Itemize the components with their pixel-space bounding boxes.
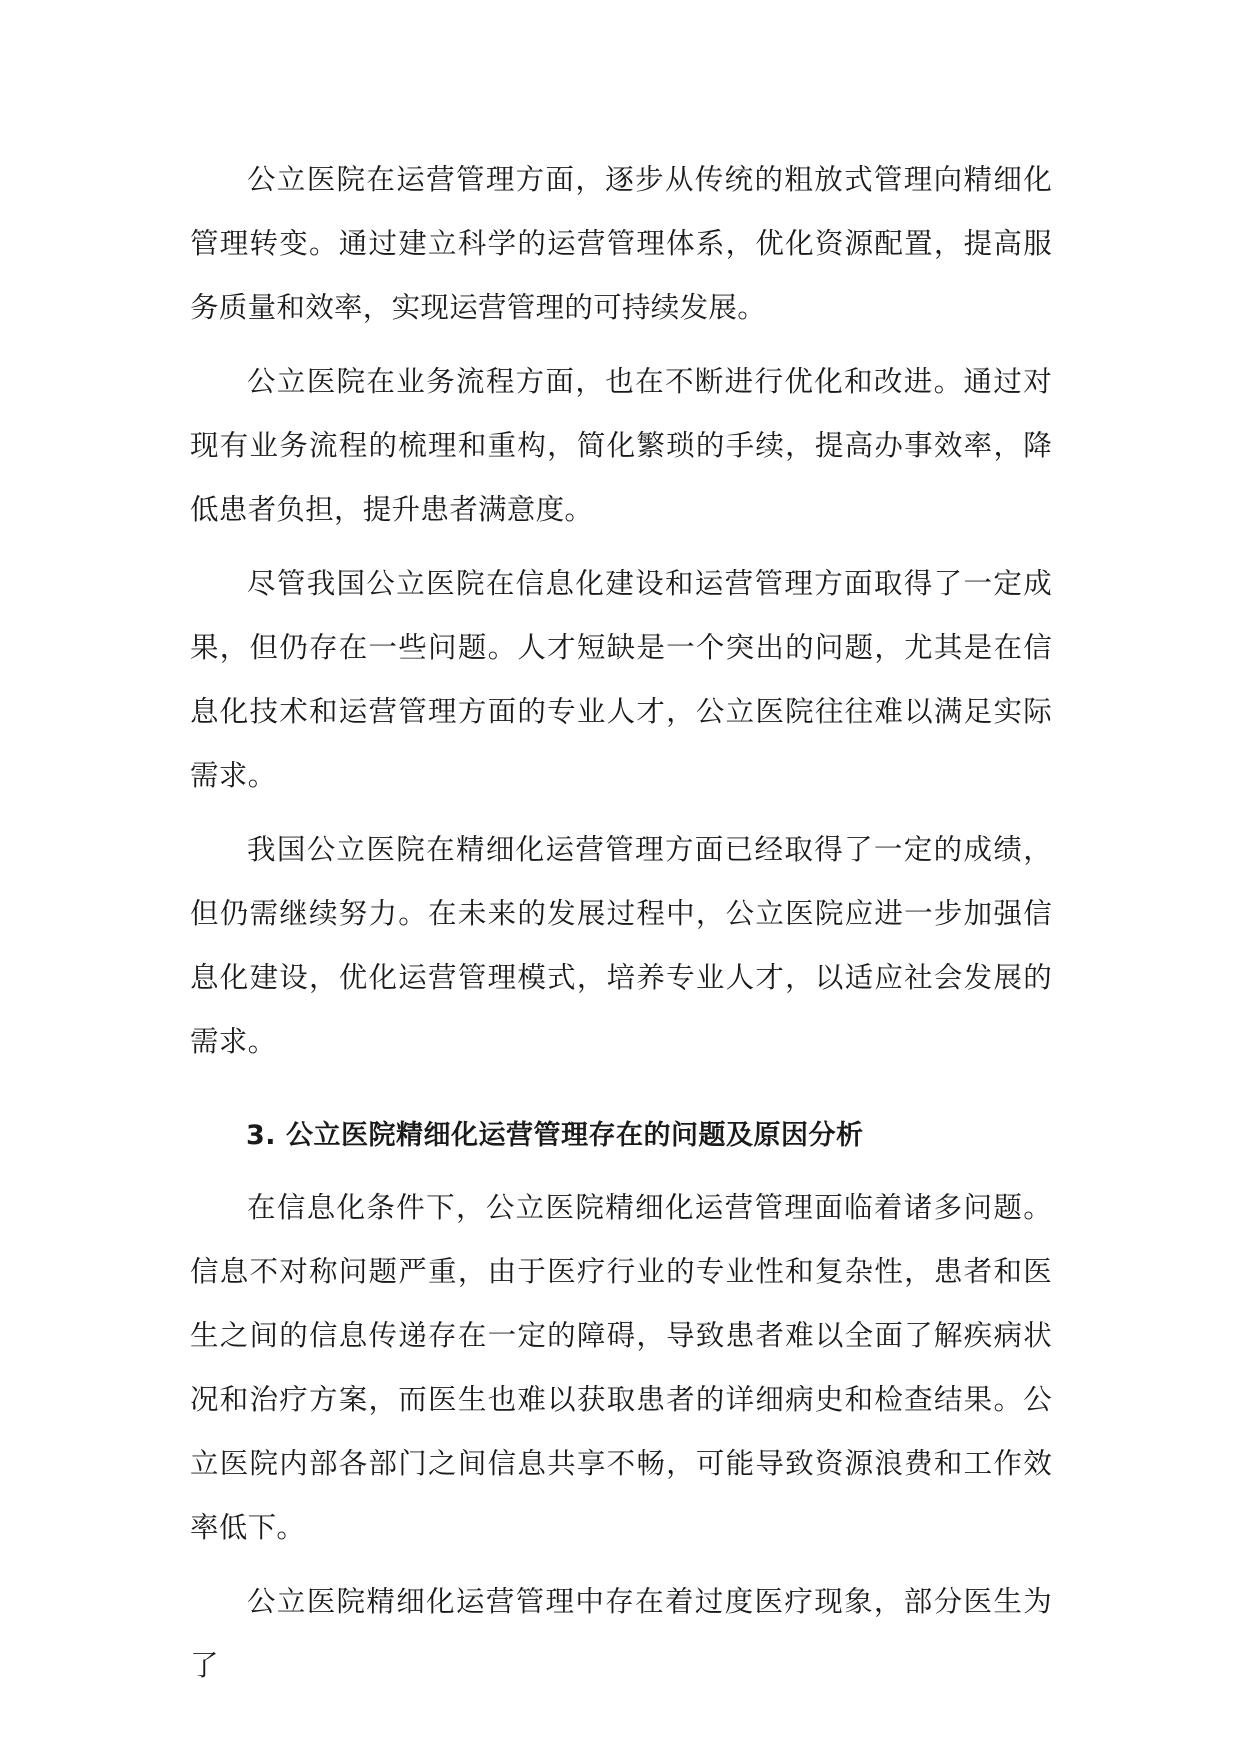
paragraph-talent-shortage: 尽管我国公立医院在信息化建设和运营管理方面取得了一定成果，但仍存在一些问题。人才短缺是一个突出的问题，尤其是在信息化技术和运营管理方面的专业人才，公立医院往往难以满足实际需求。 bbox=[190, 567, 1052, 792]
section-heading bbox=[190, 1104, 1052, 1168]
paragraph-operations-management: 公立医院在运营管理方面，逐步从传统的粗放式管理向精细化管理转变。通过建立科学的运营管理体系，优化资源配置，提高服务质量和效率，实现运营管理的可持续发展。 bbox=[190, 163, 1052, 324]
paragraph-information-asymmetry: 在信息化条件下，公立医院精细化运营管理面临着诸多问题。信息不对称问题严重，由于医疗行业的专业性和复杂性，患者和医生之间的信息传递存在一定的障碍，导致患者难以全面了解疾病状况和治疗方案，而医生也难以获取患者的详细病史和检查结果。公立医院内部各部门之间信息共享不畅，可能导致资源浪费和工作效率低下。 bbox=[190, 1191, 1052, 1544]
section-number: 3. bbox=[246, 1120, 277, 1151]
document-body bbox=[190, 148, 1052, 1708]
paragraph-overtreatment: 公立医院精细化运营管理中存在着过度医疗现象，部分医生为了 bbox=[190, 1585, 1052, 1682]
paragraph-achievements: 我国公立医院在精细化运营管理方面已经取得了一定的成绩，但仍需继续努力。在未来的发展过程中，公立医院应进一步加强信息化建设，优化运营管理模式，培养专业人才，以适应社会发展的需求。 bbox=[190, 833, 1052, 1058]
paragraph-business-process: 公立医院在业务流程方面，也在不断进行优化和改进。通过对现有业务流程的梳理和重构，简化繁琐的手续，提高办事效率，降低患者负担，提升患者满意度。 bbox=[190, 365, 1052, 526]
section-title: 公立医院精细化运营管理存在的问题及原因分析 bbox=[286, 1120, 864, 1151]
